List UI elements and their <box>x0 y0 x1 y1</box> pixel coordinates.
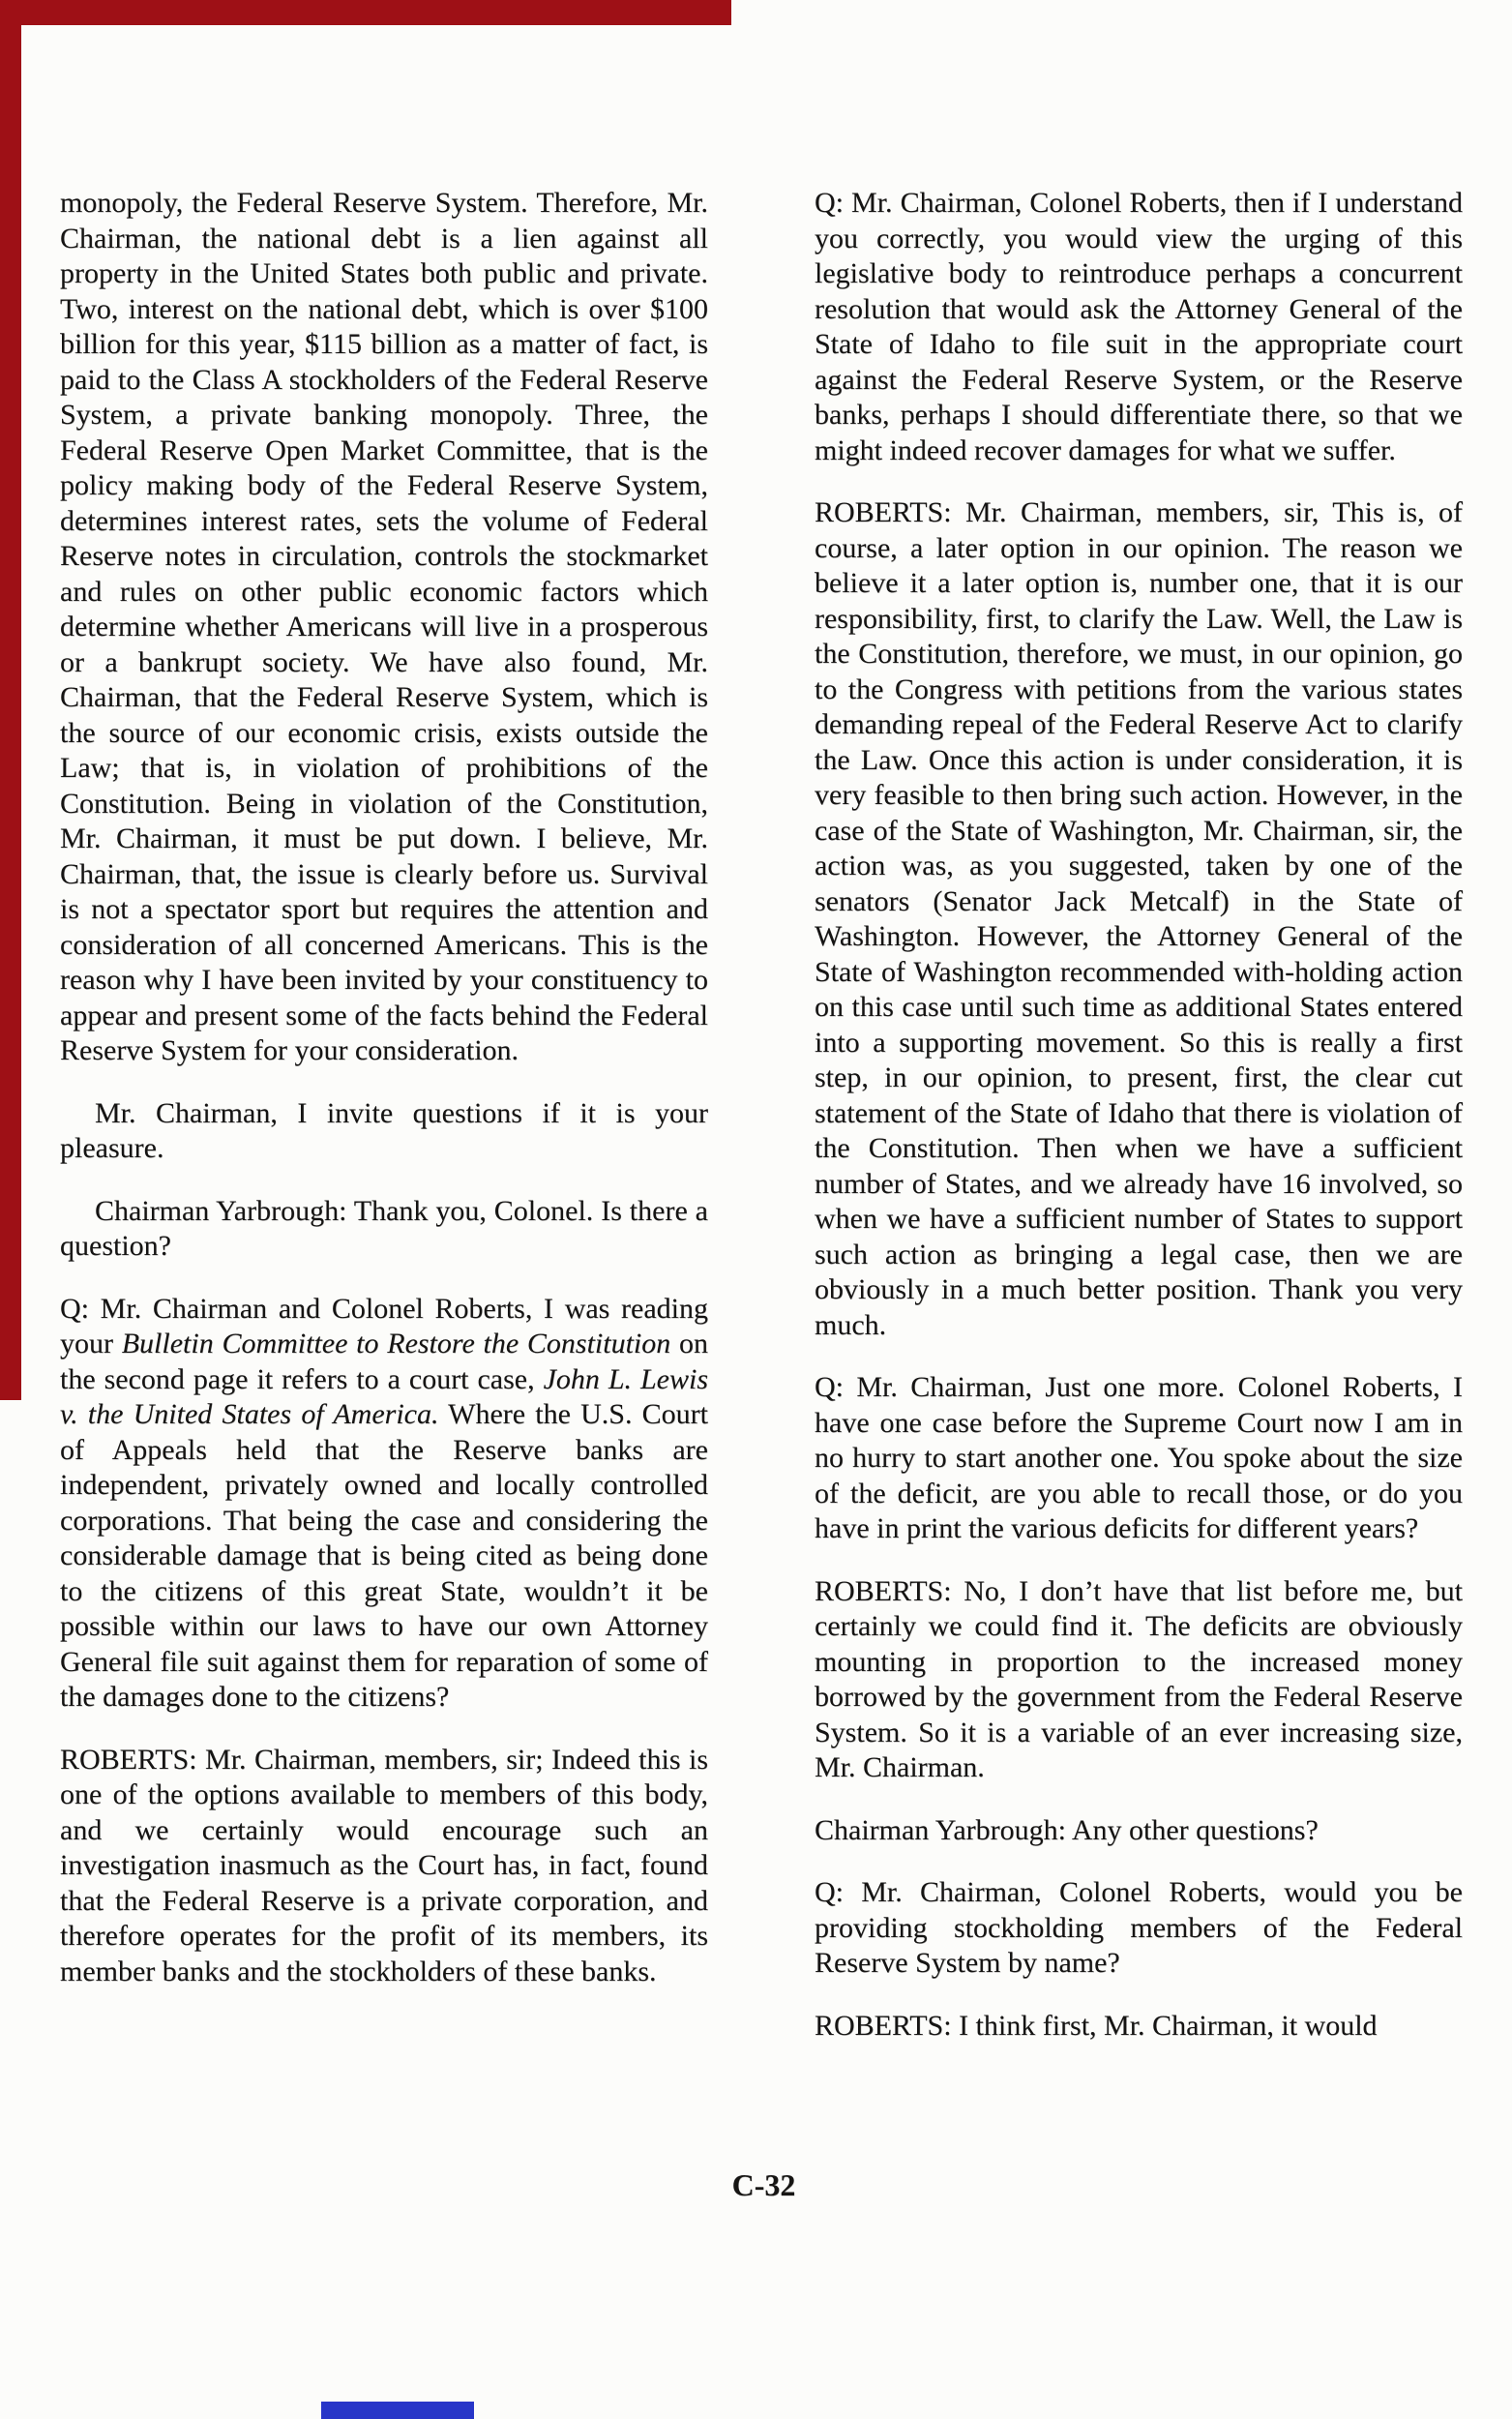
paragraph <box>815 1574 1463 1786</box>
text-run: on the second page it refers to a court case, <box>60 1328 709 1395</box>
page-number: C-32 <box>731 2167 796 2202</box>
text-run: Chairman Yarbrough: Any other questions? <box>815 1813 1319 1846</box>
scan-artifact-red-top-bar <box>0 0 731 25</box>
text-run: ROBERTS: No, I don’t have that list before me, but certainly we could find it. The deficits are obviously mounting in proportion to the increased money borrowed by the government from the Federal Reserve System. So it is a variable of an ever increasing size, Mr. Chairman. <box>815 1574 1463 1783</box>
text-column-left <box>60 186 708 1989</box>
paragraph <box>815 1875 1463 1982</box>
text-run: ROBERTS: Mr. Chairman, members, sir; Indeed this is one of the options available to members of this body, and we certainly would encourage such an investigation inasmuch as the Court has, in fact, found that the Federal Reserve is a private corporation, and therefore operates for the profit of its members, its member banks and the stockholders of these banks. <box>60 1743 708 1987</box>
text-column-right <box>815 186 1463 2044</box>
text-run: Q: Mr. Chairman and Colonel Roberts, I was reading your <box>60 1292 708 1359</box>
text-run: ROBERTS: I think first, Mr. Chairman, it would <box>815 2009 1378 2042</box>
italic-text-run: Bulletin Committee to Restore the Constitution <box>121 1328 671 1359</box>
italic-text-run: John L. Lewis v. the United States of America. <box>60 1362 708 1430</box>
text-run: monopoly, the Federal Reserve System. Therefore, Mr. Chairman, the national debt is a lien against all property in the United States both public and private. Two, interest on the national debt, which is over $100 billion for this year, $115 billion as a matter of fact, is paid to the Class A stockholders of the Federal Reserve System, a private banking monopoly. Three, the Federal Reserve Open Market Committee, that is the policy making body of the Federal Reserve System, determines interest rates, sets the volume of Federal Reserve notes in circulation, controls the stockmarket and rules on other public economic factors which determine whether Americans will live in a prosperous or a bankrupt society. We have also found, Mr. Chairman, that the Federal Reserve System, which is the source of our economic crisis, exists outside the Law; that is, in violation of prohibitions of the Constitution. Being in violation of the Constitution, Mr. Chairman, it must be put down. I believe, Mr. Chairman, that, the issue is clearly before us. Survival is not a spectator sport but requires the attention and consideration of all concerned Americans. This is the reason why I have been invited by your constituency to appear and present some of the facts behind the Federal Reserve System for your consideration. <box>60 187 708 1066</box>
text-run: Q: Mr. Chairman, Colonel Roberts, would you be providing stockholding members of the Federal Reserve System by name? <box>815 1876 1463 1979</box>
paragraph <box>815 1370 1463 1547</box>
text-run: Where the U.S. Court of Appeals held that the Reserve banks are independent, privately owned and locally controlled corporations. That being the case and considering the considerable damage that is being cited as being done to the citizens of this great State, wouldn’t it be possible within our laws to have our own Attorney General file suit against them for reparation of some of the damages done to the citizens? <box>60 1398 708 1713</box>
scan-artifact-blue-bottom-bar <box>321 2402 474 2419</box>
text-run: ROBERTS: Mr. Chairman, members, sir, This is, of course, a later option in our opinion. The reason we believe it a later option is, number one, that it is our responsibility, first, to clarify the Law. Well, the Law is the Constitution, therefore, we must, in our opinion, go to the Congress with petitions from the various states demanding repeal of the Federal Reserve Act to clarify the Law. Once this action is under consideration, it is very feasible to then bring such action. However, in the case of the State of Washington, Mr. Chairman, sir, the action was, as you suggested, taken by one of the senators (Senator Jack Metcalf) in the State of Washington. However, the Attorney General of the State of Washington recommended with-holding action on this case until such time as additional States entered into a supporting movement. So this is really a first step, in our opinion, to present, first, the clear cut statement of the State of Idaho that there is violation of the Constitution. Then when we have a sufficient number of States, and we already have 16 involved, so when we have a sufficient number of States to support such action as bringing a legal case, then we are obviously in a much better position. Thank you very much. <box>815 496 1463 1341</box>
text-run: Q: Mr. Chairman, Colonel Roberts, then if I understand you correctly, you would view the urging of this legislative body to reintroduce perhaps a concurrent resolution that would ask the Attorney General of the State of Idaho to file suit in the appropriate court against the Federal Reserve System, or the Reserve banks, perhaps I should differentiate there, so that we might indeed recover damages for what we suffer. <box>815 187 1463 466</box>
paragraph <box>60 1194 708 1265</box>
paragraph <box>60 1096 708 1167</box>
text-run: Mr. Chairman, I invite questions if it is your pleasure. <box>60 1096 708 1164</box>
paragraph <box>815 495 1463 1343</box>
paragraph <box>815 186 1463 468</box>
text-run: Q: Mr. Chairman, Just one more. Colonel Roberts, I have one case before the Supreme Court now I am in no hurry to start another one. You spoke about the size of the deficit, are you able to recall those, or do you have in print the various deficits for different years? <box>815 1371 1463 1544</box>
paragraph <box>815 2009 1463 2045</box>
paragraph <box>60 1292 708 1716</box>
text-run: Chairman Yarbrough: Thank you, Colonel. Is there a question? <box>60 1194 708 1262</box>
paragraph <box>60 186 708 1069</box>
paragraph <box>60 1743 708 1990</box>
scan-artifact-red-left-bar <box>0 0 21 1400</box>
paragraph <box>815 1813 1463 1849</box>
